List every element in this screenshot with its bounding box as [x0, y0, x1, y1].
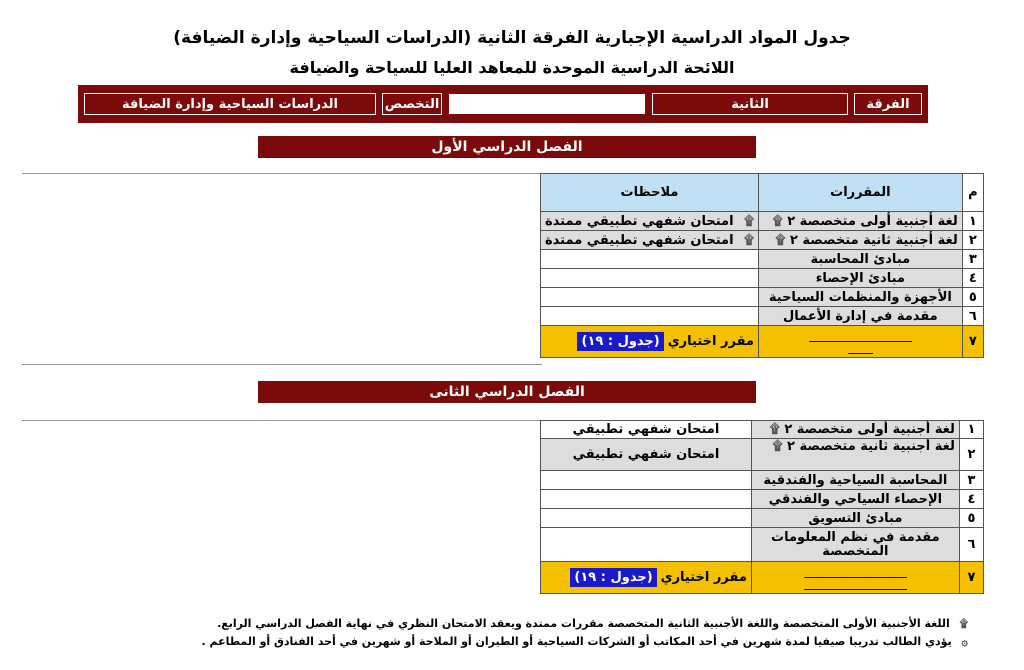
table-reference: (جدول : ١٩) — [577, 332, 663, 351]
semester2-table — [540, 420, 984, 594]
header-course: المقررات — [758, 174, 962, 212]
page-title: جدول المواد الدراسية الإجبارية الفرقة الثانية (الدراسات السياحية وإدارة الضيافة) — [173, 28, 851, 48]
training-icon: ۞ — [961, 635, 968, 648]
table-row: ٥ مبادئ التسويق — [541, 509, 984, 528]
table-row: ٦ مقدمة في نظم المعلومات المتخصصة — [541, 528, 984, 562]
course-name: مقدمة في نظم المعلومات المتخصصة — [751, 528, 959, 562]
course-name: لغة أجنبية ثانية متخصصة ٢ — [787, 439, 955, 454]
table-row: ٦ مقدمة في إدارة الأعمال — [541, 307, 984, 326]
footnote: ۩ اللغة الأجنبية الأولى المتخصصة واللغة الأجنبية الثانية المتخصصة مقررات ممتدة ويعقد الامتحان النظري في نهاية الفصل الدراسي الرابع. — [217, 617, 968, 630]
divider — [22, 173, 542, 174]
blank-field — [448, 93, 646, 115]
extended-course-icon: ۩ — [769, 422, 780, 437]
elective-label: مقرر اختياري — [667, 334, 754, 349]
course-note: امتحان شفهي تطبيقي ممتدة — [545, 213, 734, 229]
extended-course-icon: ۩ — [744, 213, 754, 229]
course-note: امتحان شفهي تطبيقي — [541, 421, 752, 439]
course-note: امتحان شفهي تطبيقي — [541, 439, 752, 471]
table-reference: (جدول : ١٩) — [570, 568, 656, 587]
year-label: الفرقة — [854, 93, 922, 115]
table-row: ١ لغة أجنبية أولى متخصصة ٢ ۩ ۩ امتحان شفهي تطبيقي ممتدة — [541, 212, 984, 231]
extended-course-icon: ۩ — [744, 232, 754, 248]
course-name: مبادئ التسويق — [751, 509, 959, 528]
table-row: ٢ لغة أجنبية ثانية متخصصة ٢ ۩ ۩ امتحان شفهي تطبيقي ممتدة — [541, 231, 984, 250]
specialization-label: التخصص — [382, 93, 442, 115]
table-row: ٣ مبادئ المحاسبة — [541, 250, 984, 269]
table-row: ٤ مبادئ الإحصاء — [541, 269, 984, 288]
extended-course-icon: ۩ — [775, 232, 786, 248]
header-notes: ملاحظات — [541, 174, 759, 212]
elective-label: مقرر اختياري — [660, 570, 747, 585]
year-value: الثانية — [652, 93, 848, 115]
course-name: مبادئ المحاسبة — [758, 250, 962, 269]
extended-course-icon: ۩ — [959, 617, 968, 630]
course-name: مقدمة في إدارة الأعمال — [758, 307, 962, 326]
course-name: المحاسبة السياحية والفندقية — [751, 471, 959, 490]
table-row: ١ لغة أجنبية أولى متخصصة ٢ ۩ امتحان شفهي تطبيقي — [541, 421, 984, 439]
specialization-value: الدراسات السياحية وإدارة الضيافة — [84, 93, 376, 115]
course-name: لغة أجنبية أولى متخصصة ٢ — [787, 213, 958, 229]
table-row: ٥ الأجهزة والمنظمات السياحية — [541, 288, 984, 307]
semester1-title: الفصل الدراسي الأول — [258, 136, 756, 158]
course-name: الأجهزة والمنظمات السياحية — [758, 288, 962, 307]
semester1-table — [540, 173, 984, 358]
extended-course-icon: ۩ — [772, 439, 783, 454]
footnote: ۞ يؤدي الطالب تدريبا صيفيا لمدة شهرين في أحد المكاتب أو الشركات السياحية أو الطيران أو الملاحة أو شهرين في أحد الفنادق أو المطاعم . — [201, 635, 968, 648]
course-name: لغة أجنبية أولى متخصصة ٢ — [784, 422, 955, 437]
page-subtitle: اللائحة الدراسية الموحدة للمعاهد العليا للسياحة والضيافة — [289, 58, 735, 77]
course-note: امتحان شفهي تطبيقي ممتدة — [545, 232, 734, 248]
divider — [22, 420, 542, 421]
divider — [22, 364, 542, 365]
course-name: الإحصاء السياحي والفندقي — [751, 490, 959, 509]
info-bar — [78, 85, 928, 123]
header-num: م — [962, 174, 983, 212]
extended-course-icon: ۩ — [772, 213, 783, 229]
table-row-elective: ٧ _________________ _________________ مقرر اختياري(جدول : ١٩) — [541, 562, 984, 594]
table-row-elective: ٧ _________________ ____ مقرر اختياري(جدول : ١٩) — [541, 326, 984, 358]
table-row: ٣ المحاسبة السياحية والفندقية — [541, 471, 984, 490]
course-name: مبادئ الإحصاء — [758, 269, 962, 288]
table-row: ٢ لغة أجنبية ثانية متخصصة ٢ ۩ امتحان شفهي تطبيقي — [541, 439, 984, 471]
course-name: لغة أجنبية ثانية متخصصة ٢ — [789, 232, 958, 248]
table-row: ٤ الإحصاء السياحي والفندقي — [541, 490, 984, 509]
semester2-title: الفصل الدراسي الثانى — [258, 381, 756, 403]
